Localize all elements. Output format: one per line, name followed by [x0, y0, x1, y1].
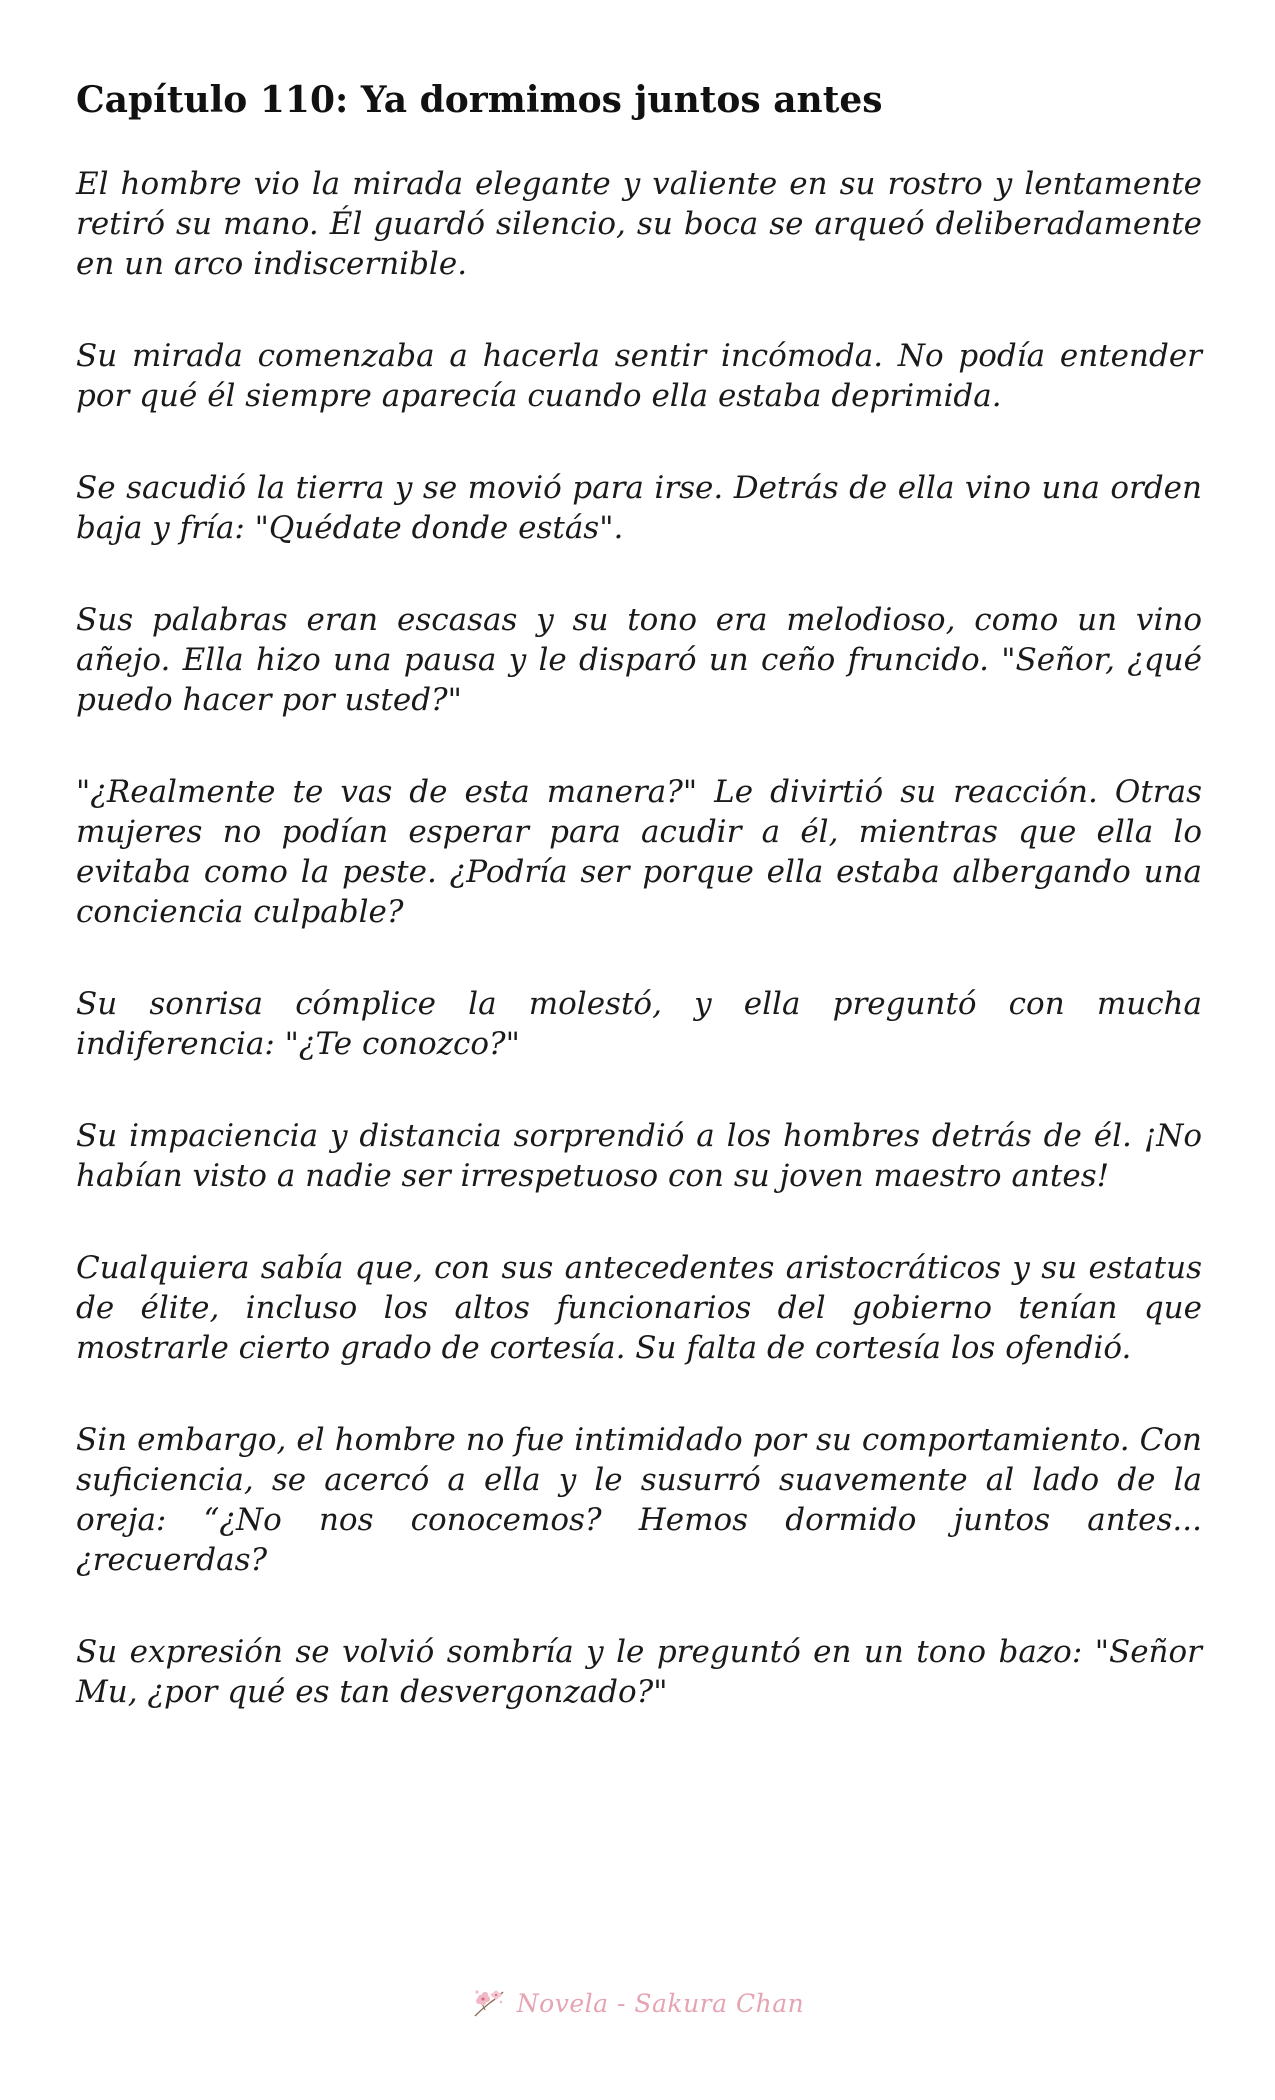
document-page [76, 0, 1202, 1712]
paragraph: El hombre vio la mirada elegante y valiente en su rostro y lentamente retiró su mano. Él guardó silencio, su boca se arqueó deliberadamente en un arco indiscernible. [76, 166, 1202, 282]
paragraph: Su impaciencia y distancia sorprendió a los hombres detrás de él. ¡No habían visto a nadie ser irrespetuoso con su joven maestro antes! [76, 1118, 1202, 1194]
paragraph: Su sonrisa cómplice la molestó, y ella preguntó con mucha indiferencia: "¿Te conozco?" [76, 986, 1202, 1062]
paragraph: Cualquiera sabía que, con sus antecedentes aristocráticos y su estatus de élite, incluso los altos funcionarios del gobierno tenían que mostrarle cierto grado de cortesía. Su falta de cortesía los ofendió. [76, 1250, 1202, 1366]
paragraph: Su expresión se volvió sombría y le preguntó en un tono bazo: "Señor Mu, ¿por qué es tan desvergonzado?" [76, 1634, 1202, 1710]
paragraph: Se sacudió la tierra y se movió para irse. Detrás de ella vino una orden baja y fría: "Quédate donde estás". [76, 470, 1202, 546]
paragraph: Su mirada comenzaba a hacerla sentir incómoda. No podía entender por qué él siempre aparecía cuando ella estaba deprimida. [76, 338, 1202, 414]
watermark-text: Novela - Sakura Chan [516, 1988, 805, 2018]
paragraph: Sus palabras eran escasas y su tono era melodioso, como un vino añejo. Ella hizo una pausa y le disparó un ceño fruncido. "Señor, ¿qué puedo hacer por usted?" [76, 602, 1202, 718]
chapter-title: Capítulo 110: Ya dormimos juntos antes [76, 79, 883, 121]
paragraph: Sin embargo, el hombre no fue intimidado por su comportamiento. Con suficiencia, se acercó a ella y le susurró suavemente al lado de la oreja: “¿No nos conocemos? Hemos dormido juntos antes... ¿recuerdas? [76, 1422, 1202, 1578]
watermark [0, 1986, 1275, 2020]
watermark-group [471, 1986, 804, 2020]
cherry-blossom-icon [471, 1986, 507, 2020]
paragraph: "¿Realmente te vas de esta manera?" Le divirtió su reacción. Otras mujeres no podían esperar para acudir a él, mientras que ella lo evitaba como la peste. ¿Podría ser porque ella estaba albergando una conciencia culpable? [76, 774, 1202, 930]
